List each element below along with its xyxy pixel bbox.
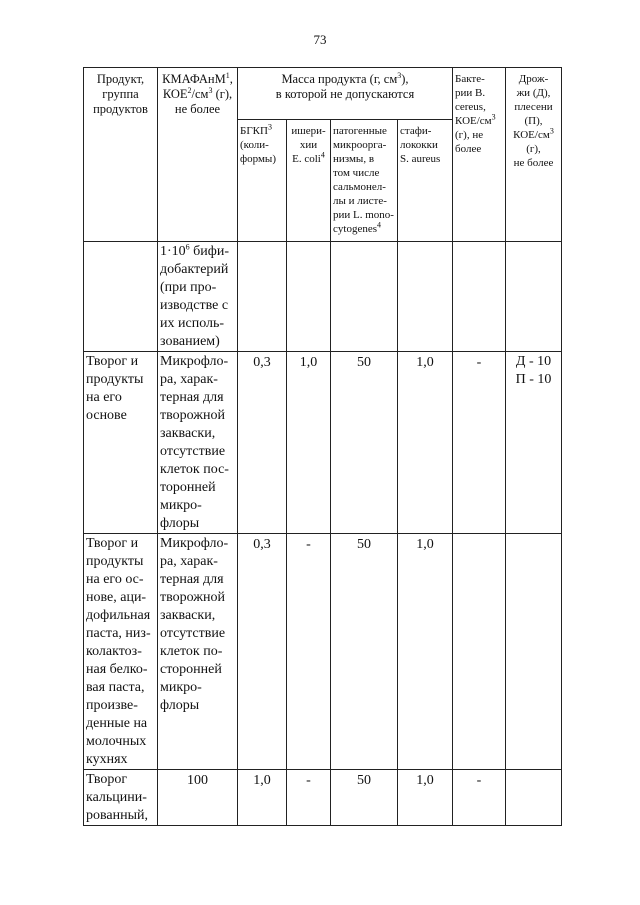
header-product: Продукт, группа продуктов <box>84 68 158 242</box>
header-pathogens: патогенные микроорга- низмы, в том числе сальмонел- лы и листе- рии L. mono- cytogenes$^4$ <box>331 120 398 242</box>
header-bcereus: Бакте- рии B. cereus, КОЕ/$см^3$ (г), не более <box>453 68 506 242</box>
cell-bgkp: 0,3 <box>238 352 287 534</box>
cell-product <box>84 242 158 352</box>
cell-ecoli: 1,0 <box>287 352 331 534</box>
table-row <box>84 770 562 826</box>
cell-yeasts <box>506 534 562 770</box>
table-row <box>84 242 562 352</box>
table-row <box>84 352 562 534</box>
cell-product: Творог кальцини- рованный, <box>84 770 158 826</box>
cell-bgkp: 0,3 <box>238 534 287 770</box>
cell-kmafanm: 100 <box>158 770 238 826</box>
header-row-1 <box>84 68 562 120</box>
cell-pathogens: 50 <box>331 534 398 770</box>
page-number: 73 <box>313 32 327 47</box>
cell-bcereus: - <box>453 770 506 826</box>
cell-staph: 1,0 <box>398 534 453 770</box>
cell-yeasts <box>506 770 562 826</box>
table-row <box>84 534 562 770</box>
cell-ecoli: - <box>287 534 331 770</box>
header-staph: стафи- лококки S. aureus <box>398 120 453 242</box>
header-kmafanm: КМАФАнМ$^1$, $КОЕ^2/см^3$ (г), не более <box>158 68 238 242</box>
cell-bcereus <box>453 534 506 770</box>
cell-yeasts: Д - 10 П - 10 <box>506 352 562 534</box>
cell-staph: 1,0 <box>398 770 453 826</box>
header-ecoli: ишери- хии E. coli$^4$ <box>287 120 331 242</box>
cell-product: Творог и продукты на его основе <box>84 352 158 534</box>
cell-kmafanm: Микрофло- ра, харак- терная для творожной закваски, отсутствие клеток пос- торонней микро- флоры <box>158 352 238 534</box>
cell-ecoli: - <box>287 770 331 826</box>
header-yeasts-molds: Дрож- жи (Д), плесени (П), КОЕ/$см^3$ (г), не более <box>506 68 562 242</box>
cell-yeasts <box>506 242 562 352</box>
cell-ecoli <box>287 242 331 352</box>
cell-kmafanm: Микрофло- ра, харак- терная для творожной закваски, отсутствие клеток по- сторонней микро- флоры <box>158 534 238 770</box>
cell-pathogens: 50 <box>331 352 398 534</box>
cell-bgkp: 1,0 <box>238 770 287 826</box>
cell-staph: 1,0 <box>398 352 453 534</box>
cell-kmafanm: $1\cdot 10^6$ бифи- добактерий (при про- изводстве с их исполь- зованием) <box>158 242 238 352</box>
cell-product: Творог и продукты на его ос- нове, аци- дофильная паста, низ- колактоз- ная белко- вая паста, произве- денные на молочных кухнях <box>84 534 158 770</box>
microbiological-norms-table <box>83 67 562 826</box>
cell-bcereus <box>453 242 506 352</box>
header-bgkp: БГКП$^3$ (коли- формы) <box>238 120 287 242</box>
header-mass-group: Масса продукта (г, $см^3$), в которой не допускаются <box>238 68 453 120</box>
cell-pathogens <box>331 242 398 352</box>
cell-staph <box>398 242 453 352</box>
cell-bcereus: - <box>453 352 506 534</box>
cell-bgkp <box>238 242 287 352</box>
cell-pathogens: 50 <box>331 770 398 826</box>
